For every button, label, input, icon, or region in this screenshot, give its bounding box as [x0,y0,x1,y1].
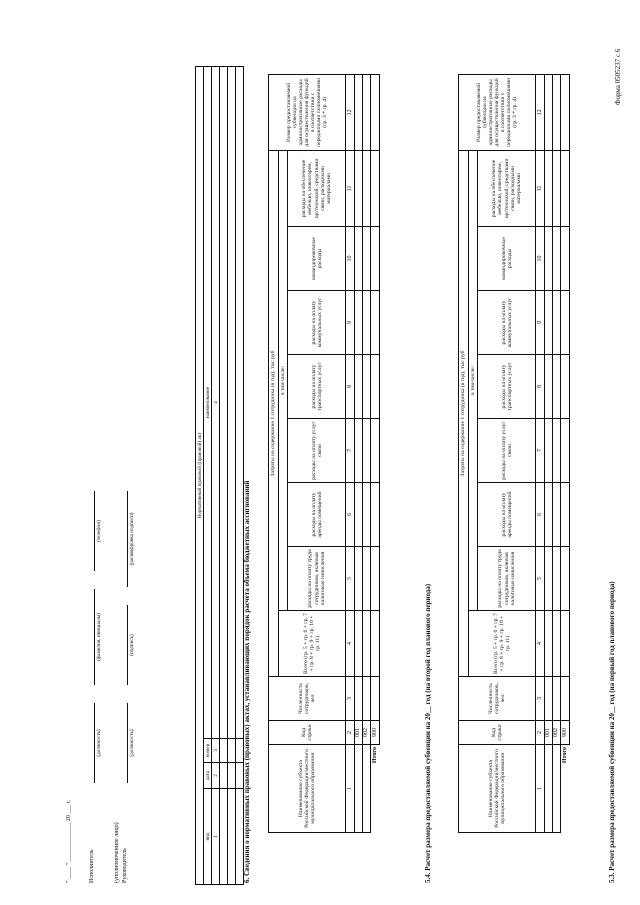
col-number: 10 [346,227,355,291]
col-number: 7 [346,419,355,483]
col8-header: расходы на оплату транспортных услуг [478,355,536,419]
col-number: 8 [536,355,545,419]
col-headcount-header: Численность сотрудников, чел [269,677,346,721]
col-name-header: Наименование субъекта Российской Федерации/местного муниципального образования [459,745,536,833]
nla-col-number: 2 [212,763,220,789]
col-number: 3 [346,677,355,721]
col-number: 5 [536,547,545,611]
nla-header: Нормативный правовой (правовой) акт [196,66,204,884]
head-position-caption: (должность) [129,729,135,757]
col-code-header: Код строки [459,721,536,745]
col5-header: расходы на оплату труда сотрудников, включая налоговые начисления [288,547,346,611]
col10-header: командировочные расходы [288,227,346,291]
col11-header: расходы на обеспечение мебелью, инвентарем, оргтехникой, средствами связи, расходными материалами [478,150,536,226]
col-total-header: Всего (гр. 5 + гр. 6 + гр. 7 + гр. 8 + гр. 9 + гр. 10 + гр. 11) [279,611,346,677]
col-headcount-header: Численность сотрудников, чел [459,677,536,721]
col-number: 1 [536,745,545,833]
total-label: Итого [372,747,379,764]
col-number: 12 [536,74,545,150]
col-number: 9 [346,291,355,355]
total-code: 900 [561,721,570,745]
col9-header: расходы на оплату коммунальных услуг [478,291,536,355]
col9-header: расходы на оплату коммунальных услуг [288,291,346,355]
total-row [371,74,380,832]
col-number: 2 [346,721,355,745]
nla-col-header: номер [204,739,212,763]
head-decode-caption: (расшифровка подписи) [129,512,135,566]
col-number: 6 [536,483,545,547]
col-number: 4 [536,611,545,677]
head-signature-caption: (подпись) [129,634,135,656]
row-code: 002 [363,721,371,745]
incl-header: в том числе: [279,150,288,610]
col7-header: расходы на оплату услуг связи [478,419,536,483]
executor-position-caption: (должность) [96,729,102,757]
col12-header: Размер предоставляемой субвенции на административные расходы для осуществления функций в соответствии с переданными полномочиями (гр. 3 * гр. 4) [269,74,346,150]
col5-header: расходы на оплату труда сотрудников, включая налоговые начисления [478,547,536,611]
col-number: 7 [536,419,545,483]
table-row [553,74,561,832]
head-label: Руководитель [122,848,128,883]
section-6-title: 6. Сведения о нормативных правовых (правовых) актах, устанавливающих порядок расчета объема бюджетных ассигнований [243,480,251,883]
total-row [561,74,570,832]
col-number: 10 [536,227,545,291]
executor-name-caption: (фамилия, инициалы) [96,613,102,661]
col-name-header: Наименование субъекта Российской Федерации/местного муниципального образования [269,745,346,833]
section-5-3-table [458,74,570,833]
executor-position-line[interactable] [94,703,95,783]
executor-phone-caption: (телефон) [96,520,102,542]
col-number: 5 [346,547,355,611]
head-position-line[interactable] [127,703,128,783]
col-number: 8 [346,355,355,419]
costs-header: Затраты на содержание 1 сотрудника (в год), тыс руб [459,150,469,676]
col-number: 11 [536,150,545,226]
col6-header: расходы на оплату аренды помещений [288,483,346,547]
executor-phone-line[interactable] [94,491,95,571]
table-row [236,66,244,884]
row-code: 001 [355,721,363,745]
nla-col-number: 3 [212,739,220,763]
col8-header: расходы на оплату транспортных услуг [288,355,346,419]
col-number: 6 [346,483,355,547]
head-signature-line[interactable] [127,605,128,685]
incl-header: в том числе: [469,150,478,610]
col-number: 1 [346,745,355,833]
row-code: 001 [545,721,553,745]
table-row [220,66,228,884]
col-number: 11 [346,150,355,226]
costs-header: Затраты на содержание 1 сотрудника (в год), тыс руб [269,150,279,676]
nla-col-header: дата [204,763,212,789]
col-number: 3 [536,677,545,721]
section-6-table [195,66,244,885]
section-5-4-title: 5.4. Расчет размера предоставляемой субвенции на 20__ год (на второй год планового периода) [424,583,432,883]
nla-col-header: наименование [204,66,212,738]
section-5-3-title: 5.3. Расчет размера предоставляемой субвенции на 20__ год (на первый год планового периода) [608,581,616,883]
col-total-header: Всего (гр. 5 + гр. 6 + гр. 7 + гр. 8 + гр. 9 + гр. 10 + гр. 11) [469,611,536,677]
table-cell [355,745,363,833]
col-number: 4 [346,611,355,677]
col11-header: расходы на обеспечение мебелью, инвентарем, оргтехникой, средствами связи, расходными материалами [288,150,346,226]
head-sublabel: (уполномоченное лицо) [114,822,120,883]
date-line[interactable]: " ____ " _____________ 20 ___ г. [66,799,72,883]
head-decode-line[interactable] [127,491,128,587]
col-number: 12 [346,74,355,150]
total-code: 900 [371,721,380,745]
form-number: Форма 0505237 с.6 [614,48,622,105]
col10-header: командировочные расходы [478,227,536,291]
total-label: Итого [562,747,569,764]
nla-col-header: вид [204,789,212,885]
executor-label: Исполнитель [89,849,95,883]
col-number: 2 [536,721,545,745]
col12-header: Размер предоставляемой субвенции на административные расходы для осуществления функций в соответствии с переданными полномочиями (гр. 3 * гр. 4) [459,74,536,150]
col-number: 9 [536,291,545,355]
nla-col-number: 1 [212,789,220,885]
nla-col-number: 4 [212,66,220,738]
table-cell [363,745,371,833]
table-row [545,74,553,832]
col6-header: расходы на оплату аренды помещений [478,483,536,547]
col-code-header: Код строки [269,721,346,745]
col7-header: расходы на оплату услуг связи [288,419,346,483]
table-row [228,66,236,884]
table-cell [553,745,561,833]
table-row [355,74,363,832]
section-5-4-table [268,74,380,833]
row-code: 002 [553,721,561,745]
executor-name-line[interactable] [94,589,95,685]
table-row [363,74,371,832]
table-cell [545,745,553,833]
